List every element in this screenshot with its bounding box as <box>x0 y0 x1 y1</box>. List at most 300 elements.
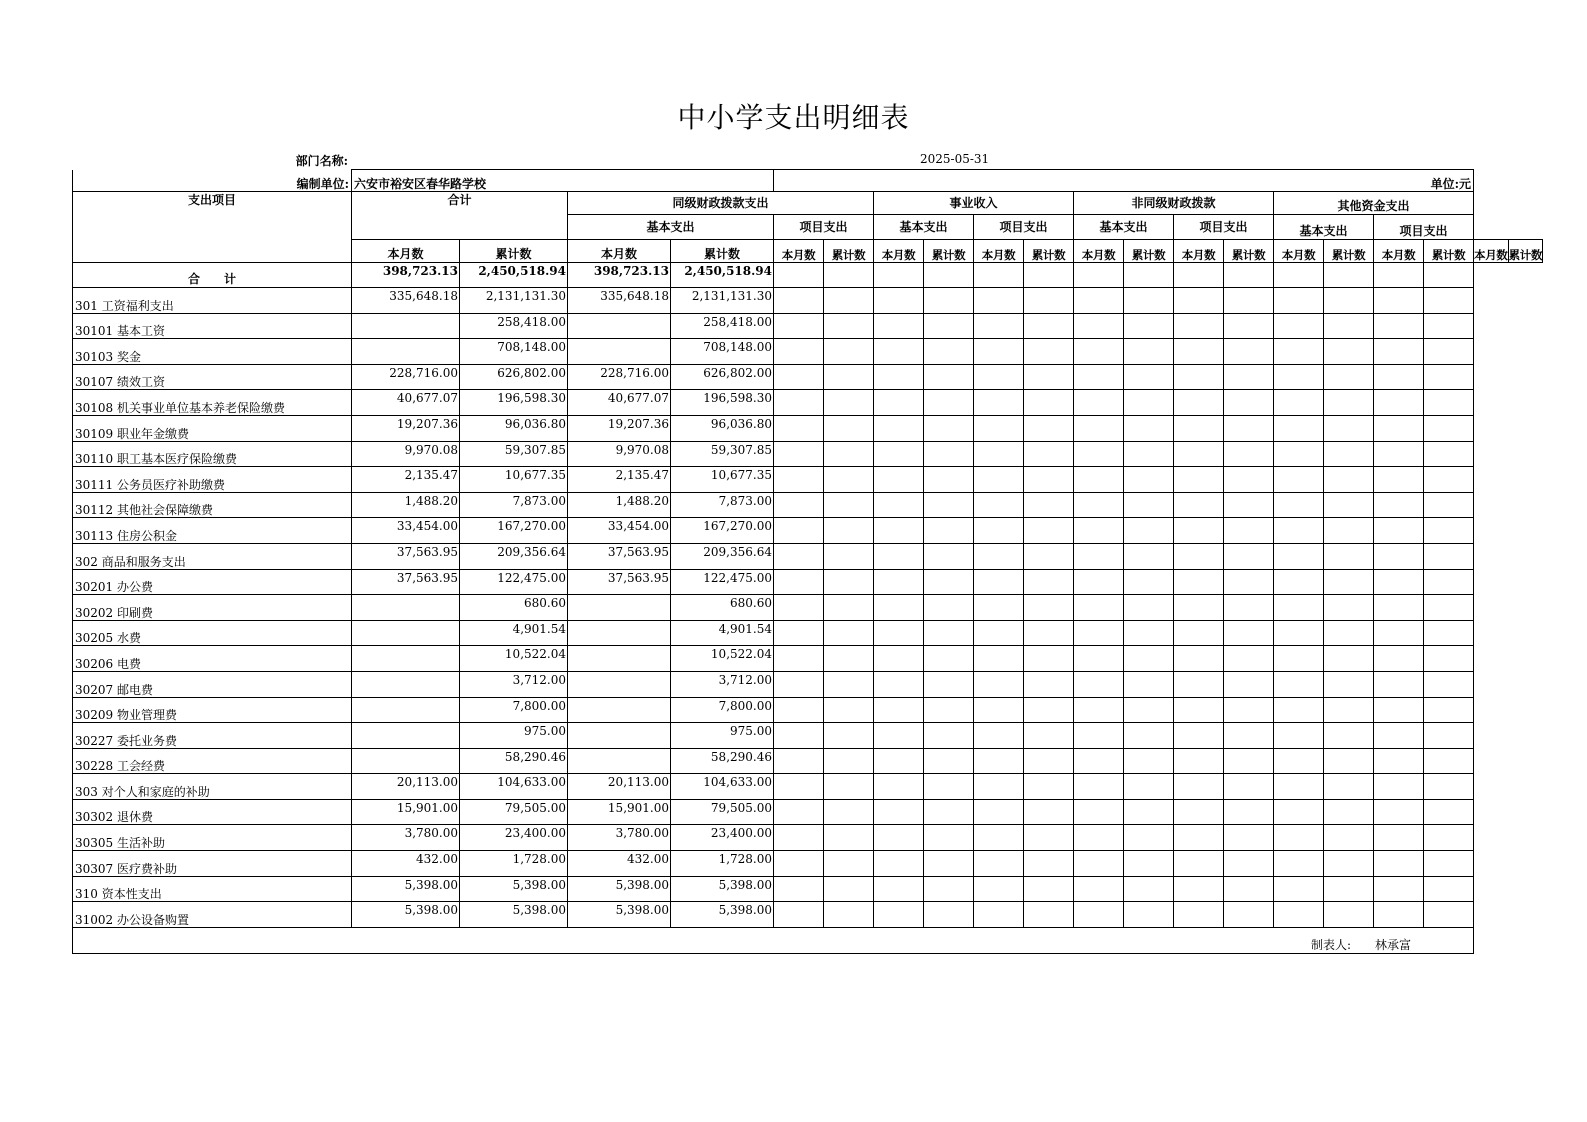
row-empty-cell <box>1174 543 1224 569</box>
row-empty-cell <box>1374 876 1424 902</box>
row-empty-cell <box>1174 748 1224 774</box>
row-empty-cell <box>924 851 974 877</box>
table-row <box>73 620 1543 646</box>
row-basic-month <box>568 671 671 697</box>
col-header-cumulative: 累计数 <box>924 240 974 263</box>
row-empty-cell <box>874 723 924 749</box>
row-empty-cell <box>1224 288 1274 314</box>
row-empty-cell <box>1174 569 1224 595</box>
row-empty-cell <box>1124 723 1174 749</box>
row-empty-cell <box>774 492 824 518</box>
row-basic-month: 33,454.00 <box>568 518 671 544</box>
row-empty-cell <box>924 799 974 825</box>
row-empty-cell <box>1274 646 1324 672</box>
row-empty-cell <box>774 748 824 774</box>
row-empty-cell <box>774 646 824 672</box>
row-empty-cell <box>1074 876 1124 902</box>
row-item-name: 30107 绩效工资 <box>73 364 352 390</box>
row-empty-cell <box>1074 543 1124 569</box>
row-empty-cell <box>774 467 824 493</box>
row-total-cumulative: 196,598.30 <box>460 390 568 416</box>
table-row <box>73 415 1543 441</box>
row-empty-cell <box>1324 799 1374 825</box>
row-total-cumulative: 96,036.80 <box>460 415 568 441</box>
row-empty-cell <box>1274 595 1324 621</box>
row-empty-cell <box>1174 467 1224 493</box>
row-empty-cell <box>824 441 874 467</box>
row-empty-cell <box>1324 288 1374 314</box>
row-empty-cell <box>1124 467 1174 493</box>
unit-label: 单位:元 <box>774 170 1474 192</box>
row-empty-cell <box>1324 851 1374 877</box>
row-empty-cell <box>1274 415 1324 441</box>
row-empty-cell <box>1024 288 1074 314</box>
row-total-cumulative: 104,633.00 <box>460 774 568 800</box>
row-empty-cell <box>824 467 874 493</box>
col-header-other-basic: 基本支出 <box>1274 215 1374 240</box>
col-header-total-month: 本月数 <box>352 240 460 263</box>
row-item-name: 30113 住房公积金 <box>73 518 352 544</box>
col-header-cumulative: 累计数 <box>1424 240 1474 263</box>
row-empty-cell <box>1374 748 1424 774</box>
row-empty-cell <box>824 313 874 339</box>
row-basic-cumulative: 2,131,131.30 <box>671 288 774 314</box>
preparer-cell <box>73 927 1474 953</box>
row-empty-cell <box>1124 543 1174 569</box>
department-label: 部门名称: <box>295 154 348 168</box>
row-empty-cell <box>874 774 924 800</box>
col-header-nonfiscal-project: 项目支出 <box>1174 215 1274 240</box>
row-total-month: 15,901.00 <box>352 799 460 825</box>
row-empty-cell <box>974 313 1024 339</box>
row-empty-cell <box>974 825 1024 851</box>
row-empty-cell <box>1224 723 1274 749</box>
row-empty-cell <box>774 390 824 416</box>
row-empty-cell <box>1374 723 1424 749</box>
row-empty-cell <box>1024 671 1074 697</box>
row-empty-cell <box>874 671 924 697</box>
row-empty-cell <box>874 799 924 825</box>
row-empty-cell <box>874 390 924 416</box>
row-empty-cell <box>924 646 974 672</box>
row-item-name: 30209 物业管理费 <box>73 697 352 723</box>
row-total-cumulative: 10,522.04 <box>460 646 568 672</box>
row-empty-cell <box>1174 723 1224 749</box>
row-empty-cell <box>1424 774 1474 800</box>
row-empty-cell <box>1174 313 1224 339</box>
row-empty-cell <box>1424 467 1474 493</box>
row-basic-cumulative: 258,418.00 <box>671 313 774 339</box>
row-basic-month <box>568 646 671 672</box>
row-basic-cumulative: 10,677.35 <box>671 467 774 493</box>
row-empty-cell <box>874 415 924 441</box>
row-empty-cell <box>1374 518 1424 544</box>
row-total-cumulative: 122,475.00 <box>460 569 568 595</box>
row-empty-cell <box>924 415 974 441</box>
row-empty-cell <box>1324 748 1374 774</box>
row-basic-month: 2,135.47 <box>568 467 671 493</box>
row-empty-cell <box>1424 569 1474 595</box>
row-item-name: 30109 职业年金缴费 <box>73 415 352 441</box>
row-basic-cumulative: 4,901.54 <box>671 620 774 646</box>
row-empty-cell <box>1074 492 1124 518</box>
row-empty-cell <box>974 799 1024 825</box>
row-empty-cell <box>1424 825 1474 851</box>
row-empty-cell <box>924 467 974 493</box>
row-empty-cell <box>1174 595 1224 621</box>
row-empty-cell <box>874 569 924 595</box>
row-total-cumulative: 5,398.00 <box>460 902 568 928</box>
row-empty-cell <box>824 876 874 902</box>
row-empty-cell <box>924 825 974 851</box>
row-empty-cell <box>1224 774 1274 800</box>
row-empty-cell <box>874 441 924 467</box>
row-empty-cell <box>1174 518 1224 544</box>
row-basic-month <box>568 723 671 749</box>
row-empty-cell <box>1174 646 1224 672</box>
row-empty-cell <box>924 620 974 646</box>
row-item-name: 310 资本性支出 <box>73 876 352 902</box>
row-empty-cell <box>974 595 1024 621</box>
row-total-cumulative: 3,712.00 <box>460 671 568 697</box>
row-empty-cell <box>1424 620 1474 646</box>
preparer-name: 林承富 <box>1375 937 1412 952</box>
grand-total-label: 合 计 <box>73 263 352 288</box>
row-empty-cell <box>1124 313 1174 339</box>
row-empty-cell <box>1374 543 1424 569</box>
row-basic-month <box>568 313 671 339</box>
expenditure-table-wrapper <box>72 169 1543 954</box>
row-empty-cell <box>924 569 974 595</box>
row-empty-cell <box>1224 313 1274 339</box>
row-empty-cell <box>1024 569 1074 595</box>
row-item-name: 301 工资福利支出 <box>73 288 352 314</box>
row-empty-cell <box>1324 902 1374 928</box>
row-empty-cell <box>1074 671 1124 697</box>
row-basic-cumulative: 58,290.46 <box>671 748 774 774</box>
row-empty-cell <box>1074 774 1124 800</box>
table-row <box>73 364 1543 390</box>
row-empty-cell <box>1324 595 1374 621</box>
row-empty-cell <box>1124 825 1174 851</box>
row-empty-cell <box>924 595 974 621</box>
row-empty-cell <box>1174 492 1224 518</box>
row-empty-cell <box>1174 288 1224 314</box>
row-empty-cell <box>774 415 824 441</box>
row-empty-cell <box>1024 851 1074 877</box>
row-empty-cell <box>1274 876 1324 902</box>
row-empty-cell <box>1274 774 1324 800</box>
row-item-name: 302 商品和服务支出 <box>73 543 352 569</box>
row-empty-cell <box>1224 902 1274 928</box>
row-basic-cumulative: 167,270.00 <box>671 518 774 544</box>
row-empty-cell <box>1224 441 1274 467</box>
row-total-cumulative: 7,800.00 <box>460 697 568 723</box>
row-empty-cell <box>1074 595 1124 621</box>
row-empty-cell <box>1324 543 1374 569</box>
row-total-cumulative: 7,873.00 <box>460 492 568 518</box>
row-empty-cell <box>824 799 874 825</box>
row-empty-cell <box>974 876 1024 902</box>
row-empty-cell <box>1124 390 1174 416</box>
row-empty-cell <box>924 390 974 416</box>
row-empty-cell <box>1124 799 1174 825</box>
row-empty-cell <box>1174 364 1224 390</box>
row-empty-cell <box>1324 339 1374 365</box>
row-empty-cell <box>774 441 824 467</box>
row-empty-cell <box>1124 851 1174 877</box>
row-empty-cell <box>1374 902 1424 928</box>
row-empty-cell <box>1424 671 1474 697</box>
row-empty-cell <box>774 595 824 621</box>
row-total-cumulative: 23,400.00 <box>460 825 568 851</box>
row-empty-cell <box>1124 595 1174 621</box>
row-basic-cumulative: 626,802.00 <box>671 364 774 390</box>
row-basic-cumulative: 10,522.04 <box>671 646 774 672</box>
row-basic-cumulative: 122,475.00 <box>671 569 774 595</box>
row-empty-cell <box>1124 774 1174 800</box>
row-empty-cell <box>1274 364 1324 390</box>
row-empty-cell <box>874 543 924 569</box>
row-empty-cell <box>974 620 1024 646</box>
row-empty-cell <box>1374 415 1424 441</box>
row-empty-cell <box>874 364 924 390</box>
row-basic-month <box>568 595 671 621</box>
row-empty-cell <box>974 748 1024 774</box>
row-empty-cell <box>1424 697 1474 723</box>
row-total-cumulative: 5,398.00 <box>460 876 568 902</box>
table-row <box>73 569 1543 595</box>
table-row <box>73 646 1543 672</box>
row-empty-cell <box>1224 518 1274 544</box>
row-empty-cell <box>1224 467 1274 493</box>
row-total-month <box>352 595 460 621</box>
row-empty-cell <box>1024 467 1074 493</box>
row-empty-cell <box>1224 390 1274 416</box>
row-basic-month: 1,488.20 <box>568 492 671 518</box>
row-total-month: 3,780.00 <box>352 825 460 851</box>
table-row <box>73 595 1543 621</box>
row-empty-cell <box>1074 723 1124 749</box>
row-empty-cell <box>824 851 874 877</box>
row-total-month: 1,488.20 <box>352 492 460 518</box>
table-row <box>73 799 1543 825</box>
row-basic-cumulative: 59,307.85 <box>671 441 774 467</box>
row-empty-cell <box>1124 364 1174 390</box>
row-total-month: 33,454.00 <box>352 518 460 544</box>
row-empty-cell <box>1024 390 1074 416</box>
row-empty-cell <box>1174 825 1224 851</box>
row-empty-cell <box>1074 339 1124 365</box>
col-header-business-project: 项目支出 <box>974 215 1074 240</box>
row-item-name: 30207 邮电费 <box>73 671 352 697</box>
row-empty-cell <box>774 851 824 877</box>
col-header-cumulative: 累计数 <box>824 240 874 263</box>
row-empty-cell <box>924 774 974 800</box>
row-total-cumulative: 58,290.46 <box>460 748 568 774</box>
row-empty-cell <box>774 774 824 800</box>
row-empty-cell <box>1324 569 1374 595</box>
row-empty-cell <box>1324 390 1374 416</box>
col-header-total-cumulative: 累计数 <box>460 240 568 263</box>
row-total-month <box>352 671 460 697</box>
col-header-month: 本月数 <box>1474 240 1509 263</box>
row-item-name: 30108 机关事业单位基本养老保险缴费 <box>73 390 352 416</box>
row-empty-cell <box>974 723 1024 749</box>
row-basic-cumulative: 1,728.00 <box>671 851 774 877</box>
row-total-month: 37,563.95 <box>352 543 460 569</box>
row-empty-cell <box>1274 851 1324 877</box>
row-empty-cell <box>1374 646 1424 672</box>
row-empty-cell <box>1074 799 1124 825</box>
row-empty-cell <box>1224 595 1274 621</box>
table-row <box>73 825 1543 851</box>
row-empty-cell <box>1424 339 1474 365</box>
col-header-month: 本月数 <box>1274 240 1324 263</box>
row-empty-cell <box>1374 313 1424 339</box>
row-empty-cell <box>1374 620 1424 646</box>
grand-total-row <box>73 263 1543 288</box>
row-empty-cell <box>1174 415 1224 441</box>
table-row <box>73 851 1543 877</box>
row-empty-cell <box>1024 723 1074 749</box>
row-empty-cell <box>974 364 1024 390</box>
row-empty-cell <box>1274 723 1324 749</box>
row-empty-cell <box>974 441 1024 467</box>
row-empty-cell <box>924 288 974 314</box>
row-empty-cell <box>1174 851 1224 877</box>
table-row <box>73 671 1543 697</box>
row-empty-cell <box>874 825 924 851</box>
row-item-name: 30228 工会经费 <box>73 748 352 774</box>
row-empty-cell <box>1024 518 1074 544</box>
row-empty-cell <box>874 902 924 928</box>
row-empty-cell <box>774 339 824 365</box>
row-empty-cell <box>1024 415 1074 441</box>
row-total-month: 5,398.00 <box>352 902 460 928</box>
row-empty-cell <box>1324 697 1374 723</box>
row-basic-cumulative: 3,712.00 <box>671 671 774 697</box>
row-empty-cell <box>924 748 974 774</box>
row-basic-month: 37,563.95 <box>568 543 671 569</box>
row-empty-cell <box>1324 518 1374 544</box>
row-empty-cell <box>1024 774 1074 800</box>
row-empty-cell <box>1424 364 1474 390</box>
row-empty-cell <box>1124 288 1174 314</box>
row-total-cumulative: 1,728.00 <box>460 851 568 877</box>
row-empty-cell <box>1424 748 1474 774</box>
row-empty-cell <box>824 543 874 569</box>
row-empty-cell <box>774 364 824 390</box>
row-empty-cell <box>1024 339 1074 365</box>
row-basic-month: 335,648.18 <box>568 288 671 314</box>
table-row <box>73 876 1543 902</box>
row-empty-cell <box>1424 799 1474 825</box>
row-empty-cell <box>1374 364 1424 390</box>
row-empty-cell <box>1074 851 1124 877</box>
grand-total-month: 398,723.13 <box>352 263 460 288</box>
row-total-cumulative: 258,418.00 <box>460 313 568 339</box>
row-item-name: 30307 医疗费补助 <box>73 851 352 877</box>
row-empty-cell <box>1074 313 1124 339</box>
row-total-month <box>352 313 460 339</box>
row-empty-cell <box>1374 288 1424 314</box>
preparer-label: 制表人: <box>1311 937 1352 952</box>
row-empty-cell <box>1374 799 1424 825</box>
row-basic-cumulative: 23,400.00 <box>671 825 774 851</box>
row-empty-cell <box>1174 339 1224 365</box>
row-basic-month <box>568 339 671 365</box>
row-empty-cell <box>1224 671 1274 697</box>
row-basic-month: 5,398.00 <box>568 902 671 928</box>
row-empty-cell <box>824 646 874 672</box>
row-basic-month: 37,563.95 <box>568 569 671 595</box>
row-empty-cell <box>1074 390 1124 416</box>
row-empty-cell <box>1124 441 1174 467</box>
row-empty-cell <box>824 390 874 416</box>
row-empty-cell <box>1024 825 1074 851</box>
row-empty-cell <box>1174 620 1224 646</box>
row-empty-cell <box>1274 569 1324 595</box>
row-empty-cell <box>1074 902 1124 928</box>
row-item-name: 30201 办公费 <box>73 569 352 595</box>
report-date: 2025-05-31 <box>920 152 990 166</box>
row-total-month: 228,716.00 <box>352 364 460 390</box>
row-empty-cell <box>1274 671 1324 697</box>
row-empty-cell <box>924 313 974 339</box>
row-empty-cell <box>1074 415 1124 441</box>
row-total-month <box>352 723 460 749</box>
row-total-month: 40,677.07 <box>352 390 460 416</box>
row-empty-cell <box>1224 339 1274 365</box>
table-row <box>73 902 1543 928</box>
row-empty-cell <box>1324 620 1374 646</box>
row-empty-cell <box>974 415 1024 441</box>
row-empty-cell <box>1224 492 1274 518</box>
row-empty-cell <box>774 825 824 851</box>
row-empty-cell <box>1324 646 1374 672</box>
row-empty-cell <box>1124 415 1174 441</box>
row-empty-cell <box>874 876 924 902</box>
row-empty-cell <box>1024 876 1074 902</box>
row-empty-cell <box>1024 646 1074 672</box>
col-header-cumulative: 累计数 <box>1508 240 1543 263</box>
row-empty-cell <box>924 364 974 390</box>
row-empty-cell <box>1024 313 1074 339</box>
row-empty-cell <box>1424 313 1474 339</box>
col-header-month: 本月数 <box>1374 240 1424 263</box>
row-empty-cell <box>974 671 1024 697</box>
row-basic-cumulative: 96,036.80 <box>671 415 774 441</box>
row-empty-cell <box>974 774 1024 800</box>
row-empty-cell <box>874 620 924 646</box>
row-empty-cell <box>1224 415 1274 441</box>
row-total-cumulative: 4,901.54 <box>460 620 568 646</box>
col-header-month: 本月数 <box>874 240 924 263</box>
row-empty-cell <box>1274 620 1324 646</box>
row-empty-cell <box>1024 543 1074 569</box>
row-empty-cell <box>1274 748 1324 774</box>
row-empty-cell <box>1024 799 1074 825</box>
row-basic-cumulative: 7,873.00 <box>671 492 774 518</box>
row-empty-cell <box>974 646 1024 672</box>
row-empty-cell <box>924 518 974 544</box>
row-empty-cell <box>1424 902 1474 928</box>
row-item-name: 303 对个人和家庭的补助 <box>73 774 352 800</box>
row-empty-cell <box>1274 518 1324 544</box>
row-empty-cell <box>1324 415 1374 441</box>
col-header-fiscal-basic-month: 本月数 <box>568 240 671 263</box>
